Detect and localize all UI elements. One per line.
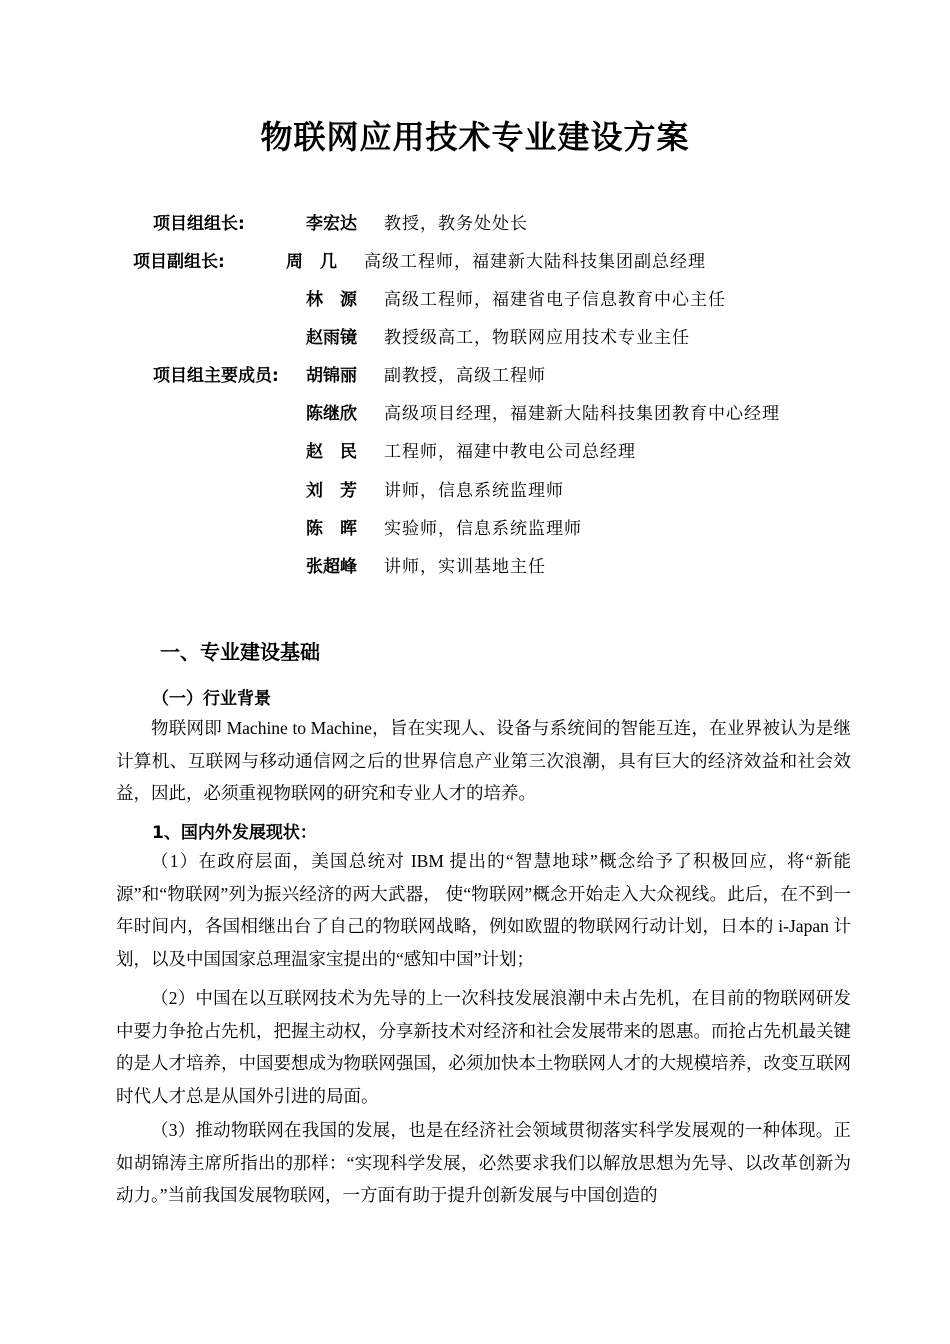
person-desc: 高级工程师，福建新大陆科技集团副总经理 xyxy=(364,252,706,272)
paragraph-intro: 物联网即 Machine to Machine，旨在实现人、设备与系统间的智能互连，在业界被认为是继计算机、互联网与移动通信网之后的世界信息产业第三次浪潮，具有巨大的经济效益和社会效益，因此，必须重视物联网的研究和专业人才的培养。 xyxy=(116,718,851,803)
person-name: 刘 芳 xyxy=(306,481,357,501)
paragraph: （3）推动物联网在我国的发展，也是在经济社会领域贯彻落实科学发展观的一种体现。正如胡锦涛主席所指出的那样：“实现科学发展，必然要求我们以解放思想为先导、以改革创新为动力。”当前我国发展物联网，一方面有助于提升创新发展与中国创造的 xyxy=(116,1120,851,1205)
person-desc: 高级项目经理，福建新大陆科技集团教育中心经理 xyxy=(384,404,780,424)
person-name: 林 源 xyxy=(306,290,357,310)
person-name: 陈继欣 xyxy=(306,404,357,424)
subsection-heading: （一）行业背景 xyxy=(152,689,271,709)
person-desc: 教授，教务处处长 xyxy=(384,214,528,234)
paragraph: （1）在政府层面，美国总统对 IBM 提出的“智慧地球”概念给予了积极回应，将“新能源”和“物联网”列为振兴经济的两大武器， 使“物联网”概念开始走入大众视线。此后，在不到一年时间内，各国相继出台了自己的物联网战略，例如欧盟的物联网行动计划，日本的 i-Japan 计划，以及中国国家总理温家宝提出的“感知中国”计划； xyxy=(116,851,851,969)
document-title: 物联网应用技术专业建设方案 xyxy=(260,118,690,156)
person-name: 赵雨镜 xyxy=(306,328,357,348)
person-desc: 教授级高工，物联网应用技术专业主任 xyxy=(384,328,690,348)
person-desc: 讲师，实训基地主任 xyxy=(384,557,546,577)
person-desc: 实验师，信息系统监理师 xyxy=(384,519,582,539)
person-name: 张超峰 xyxy=(306,557,357,577)
person-desc: 讲师，信息系统监理师 xyxy=(384,481,564,501)
person-desc: 高级工程师，福建省电子信息教育中心主任 xyxy=(384,290,726,310)
section-heading: 一、专业建设基础 xyxy=(160,640,320,664)
person-name: 周 几 xyxy=(286,252,337,272)
vice-leader-label: 项目副组长: xyxy=(133,252,225,272)
person-name: 胡锦丽 xyxy=(306,366,357,386)
person-desc: 副教授，高级工程师 xyxy=(384,366,546,386)
person-name: 李宏达 xyxy=(306,214,357,234)
paragraph: （2）中国在以互联网技术为先导的上一次科技发展浪潮中未占先机，在目前的物联网研发中要力争抢占先机，把握主动权，分享新技术对经济和社会发展带来的恩惠。而抢占先机最关键的是人才培养，中国要想成为物联网强国，必须加快本土物联网人才的大规模培养，改变互联网时代人才总是从国外引进的局面。 xyxy=(116,988,851,1106)
leader-label: 项目组组长: xyxy=(153,214,245,234)
person-desc: 工程师，福建中教电公司总经理 xyxy=(384,442,636,462)
person-name: 陈 晖 xyxy=(306,519,357,539)
members-label: 项目组主要成员: xyxy=(153,366,279,386)
person-name: 赵 民 xyxy=(306,442,357,462)
subsection-heading: 1、国内外发展现状： xyxy=(152,823,317,843)
